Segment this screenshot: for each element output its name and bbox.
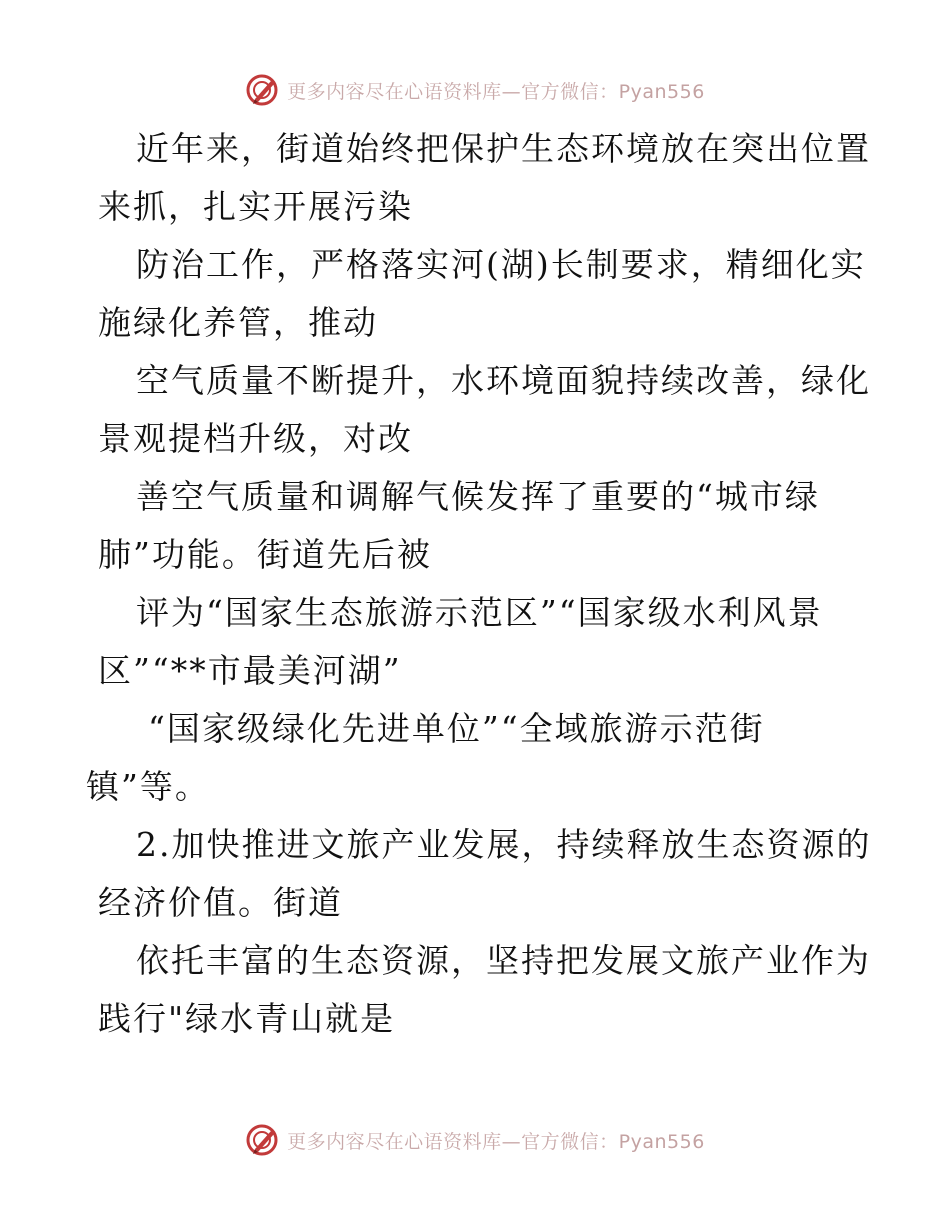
text-line: 肺”功能。街道先后被 xyxy=(98,535,432,574)
text-line: 经济价值。街道 xyxy=(98,883,343,922)
wechat-id: Pyan556 xyxy=(618,1130,705,1153)
text-line: 践行"绿水青山就是 xyxy=(98,999,396,1038)
text-line: 空气质量不断提升，水环境面貌持续改善，绿化 xyxy=(136,361,871,400)
text-line: 镇”等。 xyxy=(86,767,210,806)
banner-text: 更多内容尽在心语资料库—官方微信：Pyan556 xyxy=(287,80,705,103)
pen-logo-icon xyxy=(245,73,279,107)
text-line: 善空气质量和调解气候发挥了重要的“城市绿 xyxy=(136,477,820,516)
text-line: 景观提档升级，对改 xyxy=(98,419,413,458)
text-line: 依托丰富的生态资源，坚持把发展文旅产业作为 xyxy=(136,941,871,980)
body-text xyxy=(86,120,872,1048)
pen-logo-icon xyxy=(245,1123,279,1157)
wechat-id: Pyan556 xyxy=(618,80,705,103)
banner-text: 更多内容尽在心语资料库—官方微信：Pyan556 xyxy=(287,1130,705,1153)
text-line: 评为“国家生态旅游示范区”“国家级水利风景 xyxy=(136,593,823,632)
text-line: “国家级绿化先进单位”“全域旅游示范街 xyxy=(148,709,765,748)
text-line: 来抓，扎实开展污染 xyxy=(98,187,413,226)
text-line: 防治工作，严格落实河(湖)长制要求，精细化实 xyxy=(136,245,866,284)
text-line: 施绿化养管，推动 xyxy=(98,303,378,342)
text-line: 2.加快推进文旅产业发展，持续释放生态资源的 xyxy=(136,825,872,864)
footer-banner xyxy=(0,1120,950,1160)
text-line: 近年来，街道始终把保护生态环境放在突出位置 xyxy=(136,129,871,168)
header-banner xyxy=(0,70,950,110)
text-line: 区”“**市最美河湖” xyxy=(98,651,402,690)
